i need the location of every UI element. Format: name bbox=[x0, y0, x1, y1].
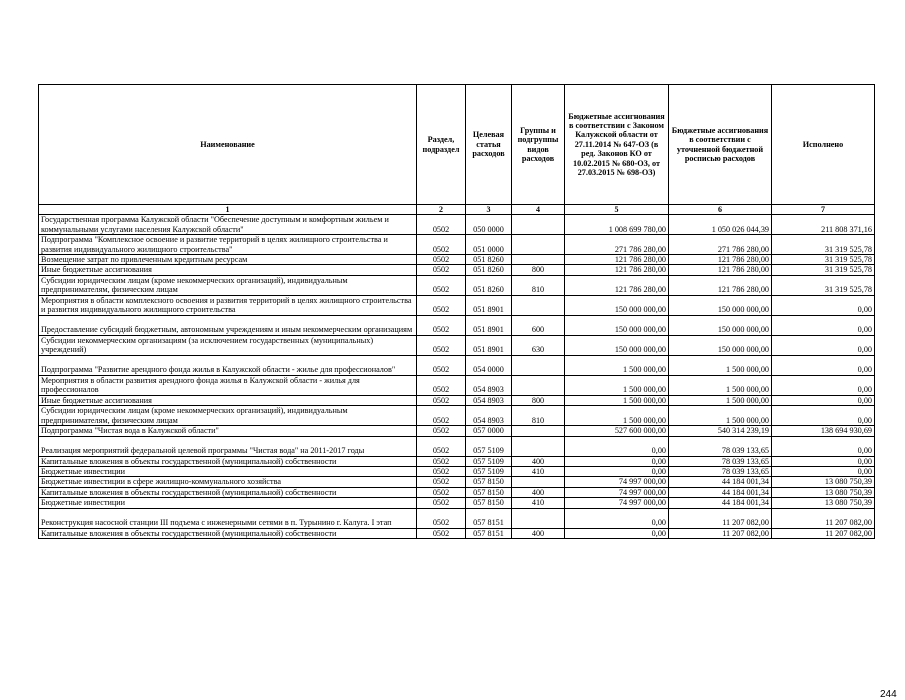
row-executed: 13 080 750,39 bbox=[772, 487, 875, 497]
row-refined-allocation: 540 314 239,19 bbox=[669, 426, 772, 436]
row-executed: 138 694 930,69 bbox=[772, 426, 875, 436]
column-number: 1 bbox=[39, 205, 417, 215]
row-executed: 0,00 bbox=[772, 467, 875, 477]
table-row bbox=[39, 426, 875, 436]
row-executed: 11 207 082,00 bbox=[772, 528, 875, 538]
row-expense-group bbox=[512, 235, 565, 255]
row-law-allocation: 0,00 bbox=[565, 467, 669, 477]
row-executed: 31 319 525,78 bbox=[772, 265, 875, 275]
row-name: Капитальные вложения в объекты государственной (муниципальной) собственности bbox=[39, 487, 417, 497]
row-refined-allocation: 44 184 001,34 bbox=[669, 498, 772, 508]
row-executed: 0,00 bbox=[772, 355, 875, 375]
table-row bbox=[39, 528, 875, 538]
row-expense-group: 600 bbox=[512, 315, 565, 335]
row-executed: 13 080 750,39 bbox=[772, 498, 875, 508]
row-expense-group: 800 bbox=[512, 265, 565, 275]
row-section: 0502 bbox=[417, 375, 466, 395]
row-law-allocation: 74 997 000,00 bbox=[565, 487, 669, 497]
row-name: Мероприятия в области развития арендного фонда жилья в Калужской области - жилья для профессионалов bbox=[39, 375, 417, 395]
row-law-allocation: 1 500 000,00 bbox=[565, 375, 669, 395]
row-expense-group bbox=[512, 215, 565, 235]
row-refined-allocation: 1 500 000,00 bbox=[669, 395, 772, 405]
row-law-allocation: 150 000 000,00 bbox=[565, 315, 669, 335]
row-expense-group bbox=[512, 295, 565, 315]
row-target-article: 051 0000 bbox=[466, 235, 512, 255]
row-target-article: 057 5109 bbox=[466, 456, 512, 466]
table-row bbox=[39, 508, 875, 528]
row-executed: 0,00 bbox=[772, 335, 875, 355]
table-row bbox=[39, 315, 875, 335]
row-target-article: 057 8150 bbox=[466, 487, 512, 497]
row-expense-group bbox=[512, 508, 565, 528]
table-body bbox=[39, 215, 875, 539]
row-refined-allocation: 121 786 280,00 bbox=[669, 265, 772, 275]
row-name: Капитальные вложения в объекты государственной (муниципальной) собственности bbox=[39, 456, 417, 466]
row-law-allocation: 74 997 000,00 bbox=[565, 498, 669, 508]
column-number: 6 bbox=[669, 205, 772, 215]
row-target-article: 051 8901 bbox=[466, 295, 512, 315]
row-executed: 0,00 bbox=[772, 436, 875, 456]
row-refined-allocation: 11 207 082,00 bbox=[669, 508, 772, 528]
row-law-allocation: 121 786 280,00 bbox=[565, 255, 669, 265]
row-name: Подпрограмма "Чистая вода в Калужской области" bbox=[39, 426, 417, 436]
row-refined-allocation: 121 786 280,00 bbox=[669, 255, 772, 265]
row-target-article: 057 8150 bbox=[466, 498, 512, 508]
page-number: 244 bbox=[880, 689, 897, 700]
table-row bbox=[39, 436, 875, 456]
row-refined-allocation: 44 184 001,34 bbox=[669, 477, 772, 487]
table-row bbox=[39, 487, 875, 497]
header-target-article: Целевая статья расходов bbox=[466, 85, 512, 205]
row-name: Подпрограмма "Развитие арендного фонда жилья в Калужской области - жилье для профессионалов" bbox=[39, 355, 417, 375]
row-section: 0502 bbox=[417, 498, 466, 508]
row-expense-group: 400 bbox=[512, 456, 565, 466]
row-target-article: 057 8151 bbox=[466, 508, 512, 528]
row-executed: 0,00 bbox=[772, 406, 875, 426]
table-row bbox=[39, 406, 875, 426]
table-row bbox=[39, 375, 875, 395]
row-law-allocation: 271 786 280,00 bbox=[565, 235, 669, 255]
row-name: Субсидии юридическим лицам (кроме некоммерческих организаций), индивидуальным предпринимателям, физическим лицам bbox=[39, 406, 417, 426]
table-row bbox=[39, 456, 875, 466]
column-number: 5 bbox=[565, 205, 669, 215]
row-executed: 31 319 525,78 bbox=[772, 235, 875, 255]
row-refined-allocation: 78 039 133,65 bbox=[669, 436, 772, 456]
row-name: Иные бюджетные ассигнования bbox=[39, 395, 417, 405]
row-section: 0502 bbox=[417, 406, 466, 426]
row-law-allocation: 0,00 bbox=[565, 508, 669, 528]
row-name: Мероприятия в области комплексного освоения и развития территорий в целях жилищного строительства и развития индивидуального жилищного строительства bbox=[39, 295, 417, 315]
row-section: 0502 bbox=[417, 436, 466, 456]
row-name: Возмещение затрат по привлеченным кредитным ресурсам bbox=[39, 255, 417, 265]
row-refined-allocation: 78 039 133,65 bbox=[669, 456, 772, 466]
row-name: Государственная программа Калужской области "Обеспечение доступным и комфортным жильем и коммунальными услугами населения Калужской области" bbox=[39, 215, 417, 235]
row-section: 0502 bbox=[417, 275, 466, 295]
table-row bbox=[39, 275, 875, 295]
row-refined-allocation: 150 000 000,00 bbox=[669, 295, 772, 315]
row-name: Субсидии некоммерческим организациям (за исключением государственных (муниципальных) учреждений) bbox=[39, 335, 417, 355]
header-refined-allocations: Бюджетные ассигнования в соответствии с уточненной бюджетной росписью расходов bbox=[669, 85, 772, 205]
row-section: 0502 bbox=[417, 467, 466, 477]
row-expense-group: 800 bbox=[512, 395, 565, 405]
row-executed: 0,00 bbox=[772, 456, 875, 466]
row-executed: 0,00 bbox=[772, 375, 875, 395]
row-name: Реализация мероприятий федеральной целевой программы "Чистая вода" на 2011-2017 годы bbox=[39, 436, 417, 456]
table-row bbox=[39, 335, 875, 355]
row-expense-group bbox=[512, 436, 565, 456]
row-name: Бюджетные инвестиции bbox=[39, 467, 417, 477]
table-row bbox=[39, 498, 875, 508]
row-target-article: 054 8903 bbox=[466, 406, 512, 426]
table-row bbox=[39, 395, 875, 405]
row-refined-allocation: 11 207 082,00 bbox=[669, 528, 772, 538]
row-executed: 31 319 525,78 bbox=[772, 275, 875, 295]
row-target-article: 057 8151 bbox=[466, 528, 512, 538]
row-section: 0502 bbox=[417, 395, 466, 405]
row-section: 0502 bbox=[417, 508, 466, 528]
row-section: 0502 bbox=[417, 355, 466, 375]
row-expense-group bbox=[512, 375, 565, 395]
row-refined-allocation: 1 050 026 044,39 bbox=[669, 215, 772, 235]
budget-document-page bbox=[38, 84, 897, 700]
row-law-allocation: 0,00 bbox=[565, 456, 669, 466]
row-target-article: 051 8260 bbox=[466, 265, 512, 275]
row-section: 0502 bbox=[417, 335, 466, 355]
row-section: 0502 bbox=[417, 255, 466, 265]
header-law-allocations: Бюджетные ассигнования в соответствии с Законом Калужской области от 27.11.2014 № 647-ОЗ (в ред. Законов КО от 10.02.2015 № 680-ОЗ, от 27.03.2015 № 698-ОЗ) bbox=[565, 85, 669, 205]
row-section: 0502 bbox=[417, 315, 466, 335]
row-section: 0502 bbox=[417, 487, 466, 497]
row-target-article: 051 8901 bbox=[466, 315, 512, 335]
row-target-article: 051 8260 bbox=[466, 255, 512, 265]
row-target-article: 057 0000 bbox=[466, 426, 512, 436]
row-expense-group bbox=[512, 255, 565, 265]
row-law-allocation: 121 786 280,00 bbox=[565, 265, 669, 275]
row-section: 0502 bbox=[417, 456, 466, 466]
column-number: 7 bbox=[772, 205, 875, 215]
row-expense-group bbox=[512, 355, 565, 375]
row-target-article: 051 8901 bbox=[466, 335, 512, 355]
table-row bbox=[39, 215, 875, 235]
row-refined-allocation: 1 500 000,00 bbox=[669, 406, 772, 426]
row-expense-group: 810 bbox=[512, 275, 565, 295]
header-expense-groups: Группы и подгруппы видов расходов bbox=[512, 85, 565, 205]
row-refined-allocation: 1 500 000,00 bbox=[669, 355, 772, 375]
row-executed: 211 808 371,16 bbox=[772, 215, 875, 235]
row-executed: 11 207 082,00 bbox=[772, 508, 875, 528]
row-target-article: 054 8903 bbox=[466, 375, 512, 395]
row-expense-group: 400 bbox=[512, 487, 565, 497]
row-executed: 13 080 750,39 bbox=[772, 477, 875, 487]
row-section: 0502 bbox=[417, 265, 466, 275]
row-section: 0502 bbox=[417, 215, 466, 235]
row-law-allocation: 1 500 000,00 bbox=[565, 395, 669, 405]
row-law-allocation: 1 500 000,00 bbox=[565, 406, 669, 426]
row-section: 0502 bbox=[417, 477, 466, 487]
row-expense-group: 810 bbox=[512, 406, 565, 426]
row-refined-allocation: 1 500 000,00 bbox=[669, 375, 772, 395]
row-name: Предоставление субсидий бюджетным, автономным учреждениям и иным некоммерческим организациям bbox=[39, 315, 417, 335]
row-target-article: 050 0000 bbox=[466, 215, 512, 235]
row-law-allocation: 0,00 bbox=[565, 528, 669, 538]
row-refined-allocation: 271 786 280,00 bbox=[669, 235, 772, 255]
row-executed: 0,00 bbox=[772, 295, 875, 315]
table-row bbox=[39, 355, 875, 375]
row-law-allocation: 527 600 000,00 bbox=[565, 426, 669, 436]
row-refined-allocation: 150 000 000,00 bbox=[669, 335, 772, 355]
row-law-allocation: 150 000 000,00 bbox=[565, 295, 669, 315]
row-expense-group bbox=[512, 477, 565, 487]
table-row bbox=[39, 467, 875, 477]
table-row bbox=[39, 265, 875, 275]
row-law-allocation: 1 500 000,00 bbox=[565, 355, 669, 375]
row-target-article: 057 5109 bbox=[466, 436, 512, 456]
row-section: 0502 bbox=[417, 295, 466, 315]
row-law-allocation: 74 997 000,00 bbox=[565, 477, 669, 487]
row-law-allocation: 150 000 000,00 bbox=[565, 335, 669, 355]
row-target-article: 057 8150 bbox=[466, 477, 512, 487]
column-number: 3 bbox=[466, 205, 512, 215]
row-name: Подпрограмма "Комплексное освоение и развитие территорий в целях жилищного строительства и развития индивидуального жилищного строительства" bbox=[39, 235, 417, 255]
header-executed: Исполнено bbox=[772, 85, 875, 205]
column-number: 2 bbox=[417, 205, 466, 215]
row-section: 0502 bbox=[417, 426, 466, 436]
row-law-allocation: 0,00 bbox=[565, 436, 669, 456]
table-header bbox=[39, 85, 875, 215]
row-executed: 0,00 bbox=[772, 315, 875, 335]
budget-table bbox=[38, 84, 875, 539]
table-row bbox=[39, 235, 875, 255]
row-name: Бюджетные инвестиции в сфере жилищно-коммунального хозяйства bbox=[39, 477, 417, 487]
row-target-article: 054 0000 bbox=[466, 355, 512, 375]
row-expense-group: 630 bbox=[512, 335, 565, 355]
table-row bbox=[39, 295, 875, 315]
row-executed: 31 319 525,78 bbox=[772, 255, 875, 265]
row-refined-allocation: 121 786 280,00 bbox=[669, 275, 772, 295]
table-row bbox=[39, 255, 875, 265]
row-target-article: 057 5109 bbox=[466, 467, 512, 477]
row-expense-group: 400 bbox=[512, 528, 565, 538]
row-name: Реконструкция насосной станции III подъема с инженерными сетями в п. Турынино г. Калуга. I этап bbox=[39, 508, 417, 528]
row-name: Бюджетные инвестиции bbox=[39, 498, 417, 508]
row-refined-allocation: 150 000 000,00 bbox=[669, 315, 772, 335]
row-target-article: 051 8260 bbox=[466, 275, 512, 295]
row-target-article: 054 8903 bbox=[466, 395, 512, 405]
row-expense-group: 410 bbox=[512, 498, 565, 508]
row-name: Субсидии юридическим лицам (кроме некоммерческих организаций), индивидуальным предпринимателям, физическим лицам bbox=[39, 275, 417, 295]
row-expense-group: 410 bbox=[512, 467, 565, 477]
table-row bbox=[39, 477, 875, 487]
header-section: Раздел, подраздел bbox=[417, 85, 466, 205]
header-name: Наименование bbox=[39, 85, 417, 205]
row-expense-group bbox=[512, 426, 565, 436]
row-executed: 0,00 bbox=[772, 395, 875, 405]
row-section: 0502 bbox=[417, 235, 466, 255]
row-name: Иные бюджетные ассигнования bbox=[39, 265, 417, 275]
row-refined-allocation: 44 184 001,34 bbox=[669, 487, 772, 497]
column-number: 4 bbox=[512, 205, 565, 215]
row-law-allocation: 121 786 280,00 bbox=[565, 275, 669, 295]
row-refined-allocation: 78 039 133,65 bbox=[669, 467, 772, 477]
row-name: Капитальные вложения в объекты государственной (муниципальной) собственности bbox=[39, 528, 417, 538]
row-law-allocation: 1 008 699 780,00 bbox=[565, 215, 669, 235]
row-section: 0502 bbox=[417, 528, 466, 538]
